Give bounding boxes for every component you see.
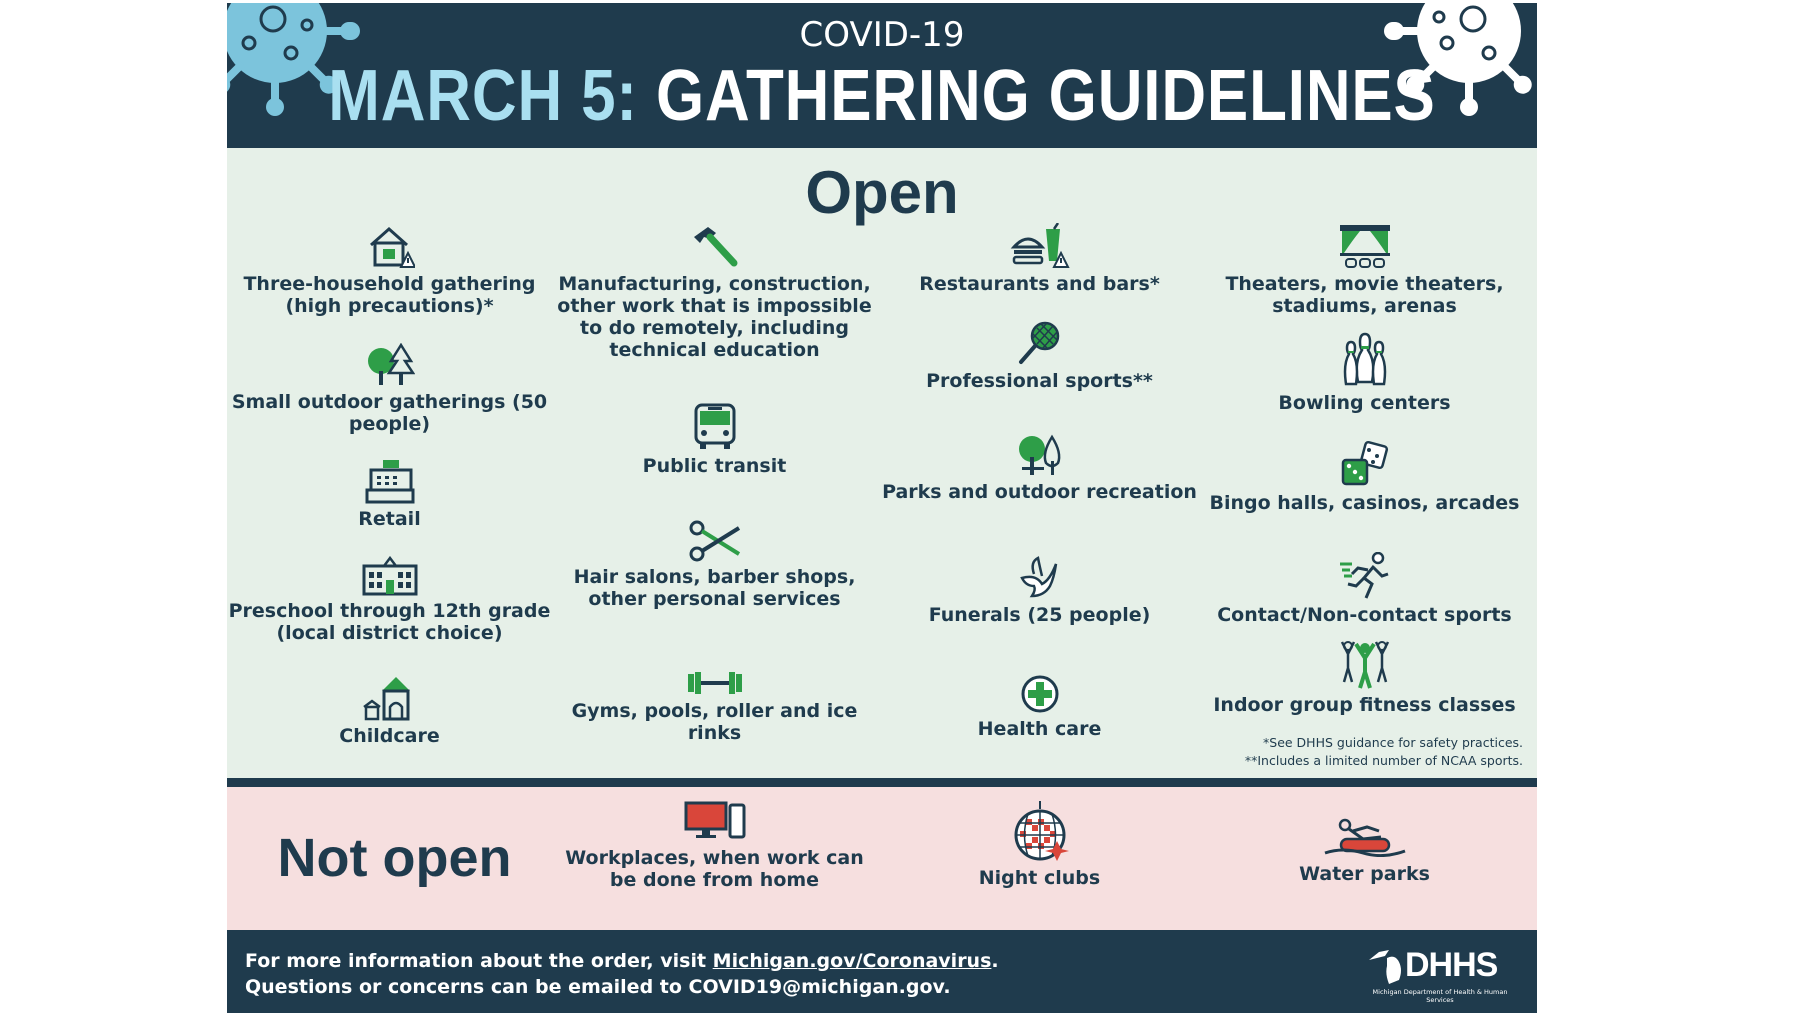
playhouse-icon xyxy=(362,673,418,721)
item-label: Bingo halls, casinos, arcades xyxy=(1209,492,1520,514)
list-item xyxy=(877,674,1202,740)
footer-line-2: Questions or concerns can be emailed to COVID19@michigan.gov. xyxy=(245,976,951,998)
poster xyxy=(227,3,1537,1013)
list-item xyxy=(227,458,552,530)
dove-icon xyxy=(1016,556,1064,600)
list-item xyxy=(552,223,877,361)
list-item xyxy=(1202,552,1527,626)
footer xyxy=(227,930,1537,1013)
item-label: Bowling centers xyxy=(1278,392,1451,414)
list-item xyxy=(877,801,1202,889)
mdhhs-logo xyxy=(1365,944,1515,1004)
water-slide-icon xyxy=(1323,817,1407,857)
list-item xyxy=(227,556,552,644)
item-label: Funerals (25 people) xyxy=(928,604,1151,626)
not-open-section xyxy=(227,787,1537,930)
section-divider xyxy=(227,778,1537,787)
item-label: Health care xyxy=(977,718,1102,740)
open-heading: Open xyxy=(805,159,959,226)
park-trees-icon xyxy=(1014,433,1066,477)
fitness-class-icon xyxy=(1338,638,1392,690)
item-label: Hair salons, barber shops, other personal services xyxy=(573,566,856,610)
tennis-racket-icon xyxy=(1017,320,1063,366)
footer-text xyxy=(245,948,999,1000)
list-item xyxy=(227,343,552,435)
title-main: GATHERING GUIDELINES xyxy=(655,56,1436,136)
item-label: Restaurants and bars* xyxy=(919,273,1160,295)
footnote-1: *See DHHS guidance for safety practices. xyxy=(1263,735,1523,750)
school-building-icon xyxy=(362,556,418,596)
house-warning-icon xyxy=(365,223,415,269)
list-item xyxy=(1202,332,1527,414)
coronavirus-link[interactable]: Michigan.gov/Coronavirus xyxy=(712,950,992,972)
item-label: Three-household gathering (high precautions)* xyxy=(243,273,536,317)
item-label: Manufacturing, construction, other work that is impossible to do remotely, including technical education xyxy=(557,273,872,361)
footer-prefix: For more information about the order, visit xyxy=(245,950,713,972)
item-label: Parks and outdoor recreation xyxy=(882,481,1197,503)
page-title xyxy=(319,55,1446,137)
list-item xyxy=(1202,817,1527,885)
dice-icon xyxy=(1339,440,1391,488)
item-label: Preschool through 12th grade (local district choice) xyxy=(228,600,551,644)
list-item xyxy=(877,556,1202,626)
michigan-map-icon xyxy=(1365,944,1409,988)
open-section xyxy=(227,148,1537,778)
dumbbell-icon xyxy=(684,670,746,696)
footnote-2: **Includes a limited number of NCAA sports. xyxy=(1244,753,1523,768)
health-cross-icon xyxy=(1020,674,1060,714)
list-item xyxy=(1202,223,1527,317)
list-item xyxy=(227,673,552,747)
list-item xyxy=(552,403,877,477)
burger-drink-warning-icon xyxy=(1010,223,1070,269)
footer-suffix: . xyxy=(991,950,999,972)
list-item xyxy=(552,801,877,891)
item-label: Night clubs xyxy=(978,867,1101,889)
item-label: Childcare xyxy=(339,725,440,747)
item-label: Contact/Non-contact sports xyxy=(1217,604,1512,626)
bus-icon xyxy=(690,403,740,451)
logo-text: DHHS xyxy=(1405,946,1498,984)
title-date: MARCH 5: xyxy=(328,56,638,136)
hammer-icon xyxy=(690,223,740,269)
item-label: Public transit xyxy=(642,455,787,477)
item-label: Professional sports** xyxy=(926,370,1153,392)
list-item xyxy=(552,520,877,610)
item-label: Water parks xyxy=(1299,863,1430,885)
pre-title: COVID-19 xyxy=(799,15,965,55)
list-item xyxy=(1202,638,1527,716)
list-item xyxy=(1202,440,1527,514)
computer-phone-icon xyxy=(684,801,746,841)
footer-line-1 xyxy=(245,948,999,974)
bowling-pins-icon xyxy=(1340,332,1390,388)
item-label: Gyms, pools, roller and ice rinks xyxy=(571,700,858,744)
disco-ball-icon xyxy=(1011,801,1069,861)
item-label: Small outdoor gatherings (50 people) xyxy=(231,391,548,435)
not-open-heading: Not open xyxy=(277,828,512,888)
cash-register-icon xyxy=(365,458,415,504)
item-label: Retail xyxy=(358,508,421,530)
trees-icon xyxy=(365,343,415,387)
footnotes xyxy=(1245,734,1523,770)
header-banner xyxy=(227,3,1537,148)
item-label: Indoor group fitness classes xyxy=(1213,694,1516,716)
list-item xyxy=(227,223,552,317)
theater-stage-icon xyxy=(1338,223,1392,269)
item-label: Theaters, movie theaters, stadiums, arenas xyxy=(1225,273,1504,317)
list-item xyxy=(877,223,1202,295)
list-item xyxy=(877,320,1202,392)
item-label: Workplaces, when work can be done from home xyxy=(565,847,864,891)
logo-subtext: Michigan Department of Health & Human Services xyxy=(1372,988,1508,1004)
list-item xyxy=(877,433,1202,503)
scissors-icon xyxy=(687,520,743,562)
runner-icon xyxy=(1338,552,1392,600)
list-item xyxy=(552,670,877,744)
